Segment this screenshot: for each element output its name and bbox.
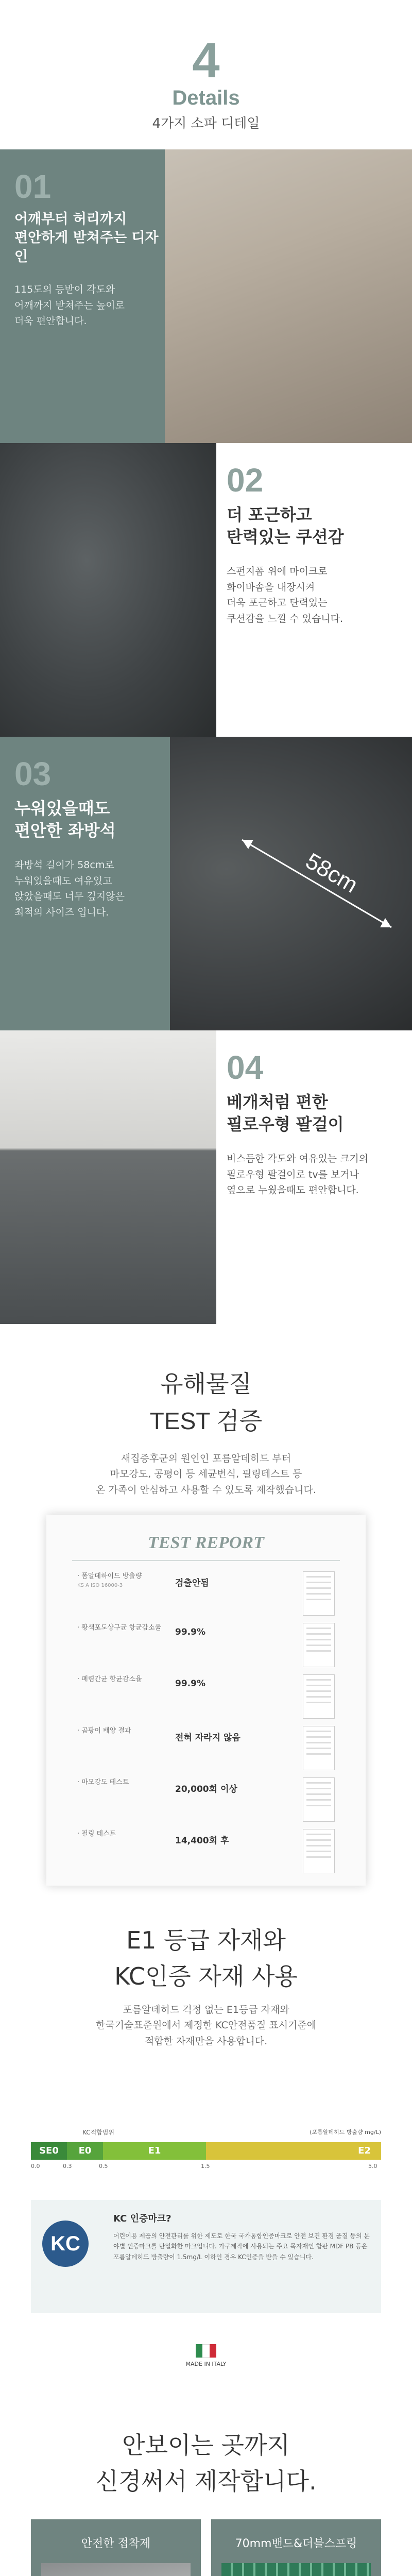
- spring-band-photo: [221, 2563, 371, 2576]
- test-desc: 새집증후군의 원인인 포름알데히드 부터 마모강도, 공평이 등 세균번식, 필링테스트 등 온 가족이 안심하고 사용할 수 있도록 제작했습니다.: [96, 1453, 316, 1496]
- feature-03-title: 누워있을때도 편안한 좌방석: [14, 799, 116, 841]
- scale-tick: 0.5: [99, 2163, 108, 2170]
- feature-02-photo: [0, 443, 216, 737]
- report-divider: [72, 1560, 340, 1561]
- certificate-thumbnail: [303, 1623, 335, 1667]
- scale-tick: 0.3: [63, 2163, 72, 2170]
- feature-04-photo: [0, 1030, 216, 1324]
- made-in-italy-label: MADE IN ITALY: [185, 2361, 227, 2367]
- report-row-label: · 폐렴간균 항균감소율: [77, 1675, 142, 1683]
- grade-se0: SE0: [31, 2142, 67, 2160]
- details-subtitle: 4가지 소파 디테일: [152, 116, 260, 131]
- feature-04: [0, 1030, 412, 1324]
- feature-02-desc: 스펀지폼 위에 마이크로 화이바솜을 내장시켜 더욱 포근하고 탄력있는 쿠션감을 느낄 수 있습니다.: [227, 566, 344, 624]
- feature-02-number: 02: [227, 462, 264, 499]
- test-title-2: TEST 검증: [149, 1408, 263, 1434]
- report-row: [77, 1571, 335, 1623]
- test-title-1: 유해물질: [160, 1370, 252, 1398]
- report-row: [77, 1726, 335, 1777]
- certificate-thumbnail: [303, 1777, 335, 1822]
- report-row: [77, 1623, 335, 1674]
- details-title: Details: [172, 87, 240, 109]
- certificate-thumbnail: [303, 1674, 335, 1719]
- craft-title-1: 안보이는 곳까지: [122, 2431, 290, 2459]
- test-report-title: TEST REPORT: [148, 1533, 264, 1552]
- feature-03-number: 03: [14, 755, 52, 792]
- feature-04-number: 04: [227, 1049, 264, 1086]
- scale-tick: 0.0: [31, 2163, 40, 2170]
- feature-03: [0, 737, 412, 1030]
- feature-01: [0, 149, 412, 443]
- feature-04-text: [227, 1030, 407, 1324]
- feature-02-title: 더 포근하고 탄력있는 쿠션감: [227, 505, 344, 547]
- italy-flag-icon: [196, 2344, 216, 2358]
- feature-01-number: 01: [14, 168, 52, 205]
- certificate-thumbnail: [303, 1571, 335, 1616]
- scale-tick: 1.5: [201, 2163, 210, 2170]
- feature-01-desc: 115도의 등받이 각도와 어깨까지 받쳐주는 높이로 더욱 편안합니다.: [14, 284, 125, 327]
- report-row-label: · 폼알데하이드 방출량: [77, 1572, 142, 1580]
- feature-02-text: [227, 443, 402, 737]
- craft-title-2: 신경써서 제작합니다.: [95, 2467, 317, 2495]
- kc-box-desc: 어린이용 제품의 안전관리를 위한 제도로 한국 국가통합인증마크로 안전 보건 환경 품질 등의 분야별 인증마크를 단일화한 마크입니다. 가구제작에 사용되는 주요 목자재인 합판 MDF PB 등은 포름알데히드 방출량이 1.5mg/L 이하인 경우 KC인증을 받을 수 있습니다.: [113, 2232, 370, 2261]
- report-row: [77, 1829, 335, 1880]
- test-report-card: [46, 1515, 366, 1886]
- report-row: [77, 1674, 335, 1726]
- kc-desc: 포름알데히드 걱정 없는 E1등급 자재와 한국기술표준원에서 제정한 KC안전품질 표시기준에 적합한 자재만을 사용합니다.: [95, 2004, 317, 2047]
- feature-04-title: 베개처럼 편한 필로우형 팔걸이: [227, 1092, 344, 1134]
- feature-01-panel: [0, 149, 165, 443]
- craft-item-springs: [211, 2519, 381, 2576]
- kc-box-title: KC 인증마크?: [113, 2213, 171, 2224]
- details-number: 4: [192, 33, 220, 88]
- certificate-thumbnail: [303, 1829, 335, 1873]
- certificate-thumbnail: [303, 1726, 335, 1770]
- kc-range-label: KC적합범위: [82, 2129, 114, 2136]
- grade-e1: E1: [103, 2142, 206, 2160]
- report-row-value: 99.9%: [175, 1627, 205, 1637]
- report-row-sub: KS A ISO 16000-3: [77, 1582, 123, 1588]
- feature-03-desc: 좌방석 길이가 58cm로 누워있을때도 여유있고 앉았을때도 너무 깊지않은 최적의 사이즈 입니다.: [14, 859, 125, 918]
- scale-tick: 5.0: [368, 2163, 377, 2170]
- seat-depth-label: 58cm: [301, 848, 362, 898]
- report-row: [77, 1777, 335, 1829]
- craft-item-title: 안전한 접착제: [81, 2537, 151, 2550]
- kc-certification: [0, 1911, 412, 2416]
- scale-unit-label: (포름알데히드 방출량 mg/L): [310, 2129, 381, 2136]
- emission-grade-scale: [31, 2128, 381, 2174]
- report-row-value: 14,400회 후: [175, 1836, 229, 1846]
- report-row-value: 전혀 자라지 않음: [175, 1733, 241, 1743]
- craft-item-title: 70mm밴드&더블스프링: [235, 2537, 357, 2550]
- kc-title-1: E1 등급 자재와: [126, 1926, 286, 1954]
- kc-info-box: [31, 2200, 381, 2313]
- details-header: [0, 0, 412, 149]
- report-row-label: · 황색포도상구균 항균감소율: [77, 1624, 162, 1632]
- harmful-substance-test: [0, 1324, 412, 1911]
- grade-e0: E0: [67, 2142, 103, 2160]
- feature-04-desc: 비스듬한 각도와 여유있는 크기의 필로우형 팔걸이로 tv를 보거나 옆으로 누웠을때도 편안합니다.: [227, 1153, 369, 1196]
- report-row-value: 99.9%: [175, 1679, 205, 1689]
- feature-03-panel: [0, 737, 170, 1030]
- kc-title-2: KC인증 자재 사용: [114, 1962, 298, 1990]
- feature-01-title: 어깨부터 허리까지 편안하게 받쳐주는 디자인: [14, 211, 159, 265]
- kc-logo-icon: KC: [42, 2221, 89, 2267]
- craft-item-adhesive: [31, 2519, 201, 2576]
- report-row-value: 검출안됨: [175, 1578, 209, 1588]
- report-row-label: · 곰팡이 배양 결과: [77, 1727, 131, 1735]
- craftsmanship: [0, 2416, 412, 2576]
- adhesive-spray-photo: [41, 2563, 191, 2576]
- report-row-label: · 필링 테스트: [77, 1830, 116, 1838]
- report-row-label: · 마모강도 테스트: [77, 1778, 129, 1786]
- feature-02: [0, 443, 412, 737]
- grade-e2: E2: [206, 2142, 381, 2160]
- made-in-italy: [0, 2344, 412, 2367]
- report-row-value: 20,000회 이상: [175, 1784, 237, 1794]
